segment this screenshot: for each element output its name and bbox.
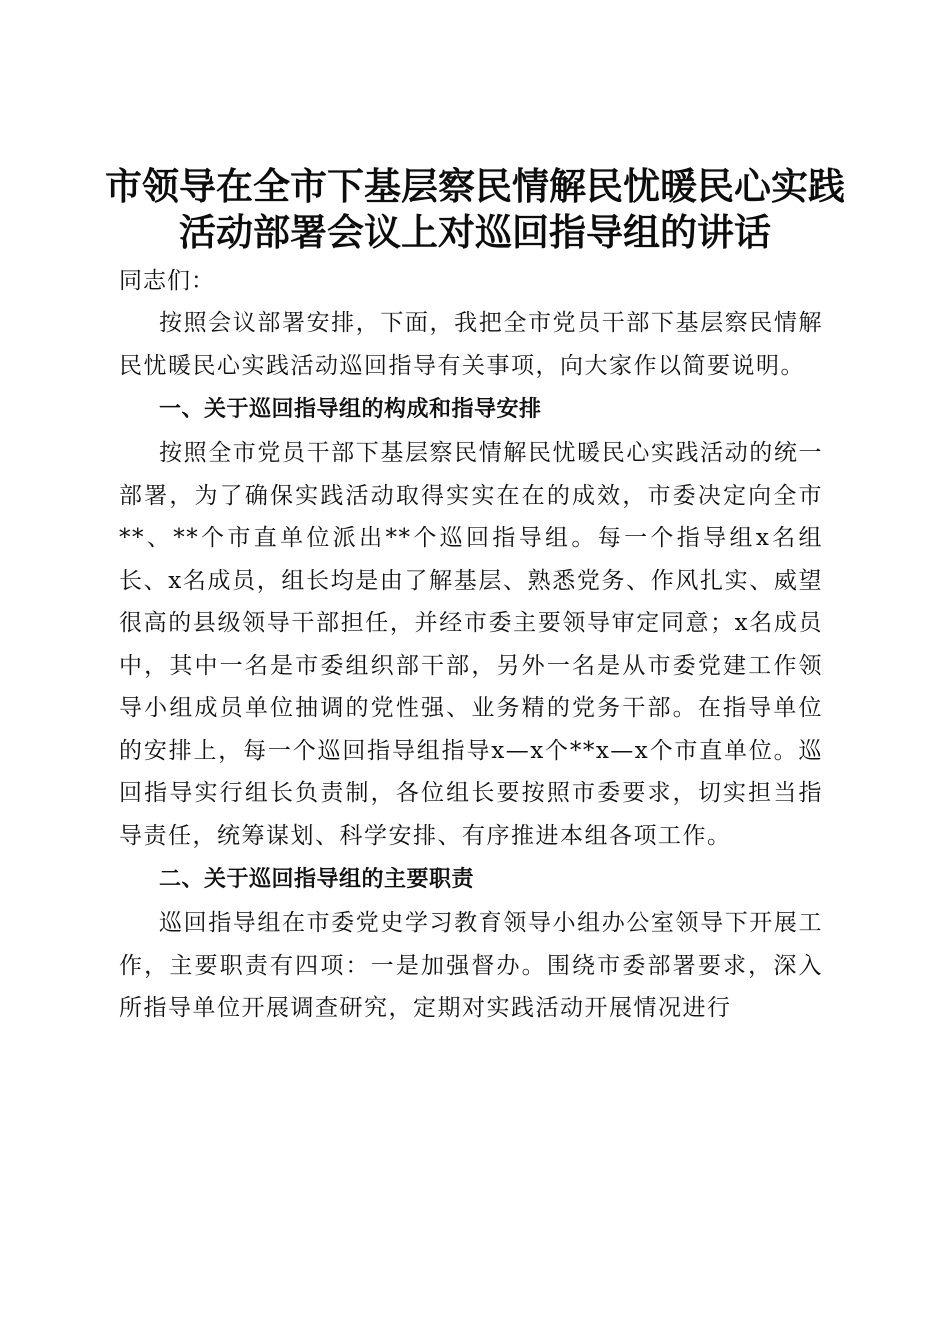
salutation: 同志们： <box>119 268 215 294</box>
intro-paragraph: 按照会议部署安排，下面，我把全市党员干部下基层察民情解民忧暖民心实践活动巡回指导有关事项，向大家作以简要说明。 <box>119 310 823 379</box>
document-body <box>119 260 823 1030</box>
section-1-paragraph: 按照全市党员干部下基层察民情解民忧暖民心实践活动的统一部署，为了确保实践活动取得实实在在的成效，市委决定向全市**、**个市直单位派出**个巡回指导组。每一个指导组x名组长、x名成员，组长均是由了解基层、熟悉党务、作风扎实、威望很高的县级领导干部担任，并经市委主要领导审定同意；x名成员中，其中一名是市委组织部干部，另外一名是从市委党建工作领导小组成员单位抽调的党性强、业务精的党务干部。在指导单位的安排上，每一个巡回指导组指导x—x个**x—x个市直单位。巡回指导实行组长负责制，各位组长要按照市委要求，切实担当指导责任，统筹谋划、科学安排、有序推进本组各项工作。 <box>119 440 823 849</box>
title-line-1: 市领导在全市下基层察民情解民忧暖民心实践 <box>105 163 845 208</box>
section-2-heading: 二、关于巡回指导组的主要职责 <box>159 867 475 892</box>
title-line-2: 活动部署会议上对巡回指导组的讲话 <box>179 209 771 254</box>
section-1-heading: 一、关于巡回指导组的构成和指导安排 <box>159 397 542 422</box>
document-title <box>100 163 850 255</box>
section-2-paragraph: 巡回指导组在市委党史学习教育领导小组办公室领导下开展工作，主要职责有四项：一是加强督办。围绕市委部署要求，深入所指导单位开展调查研究，定期对实践活动开展情况进行 <box>119 910 823 1021</box>
